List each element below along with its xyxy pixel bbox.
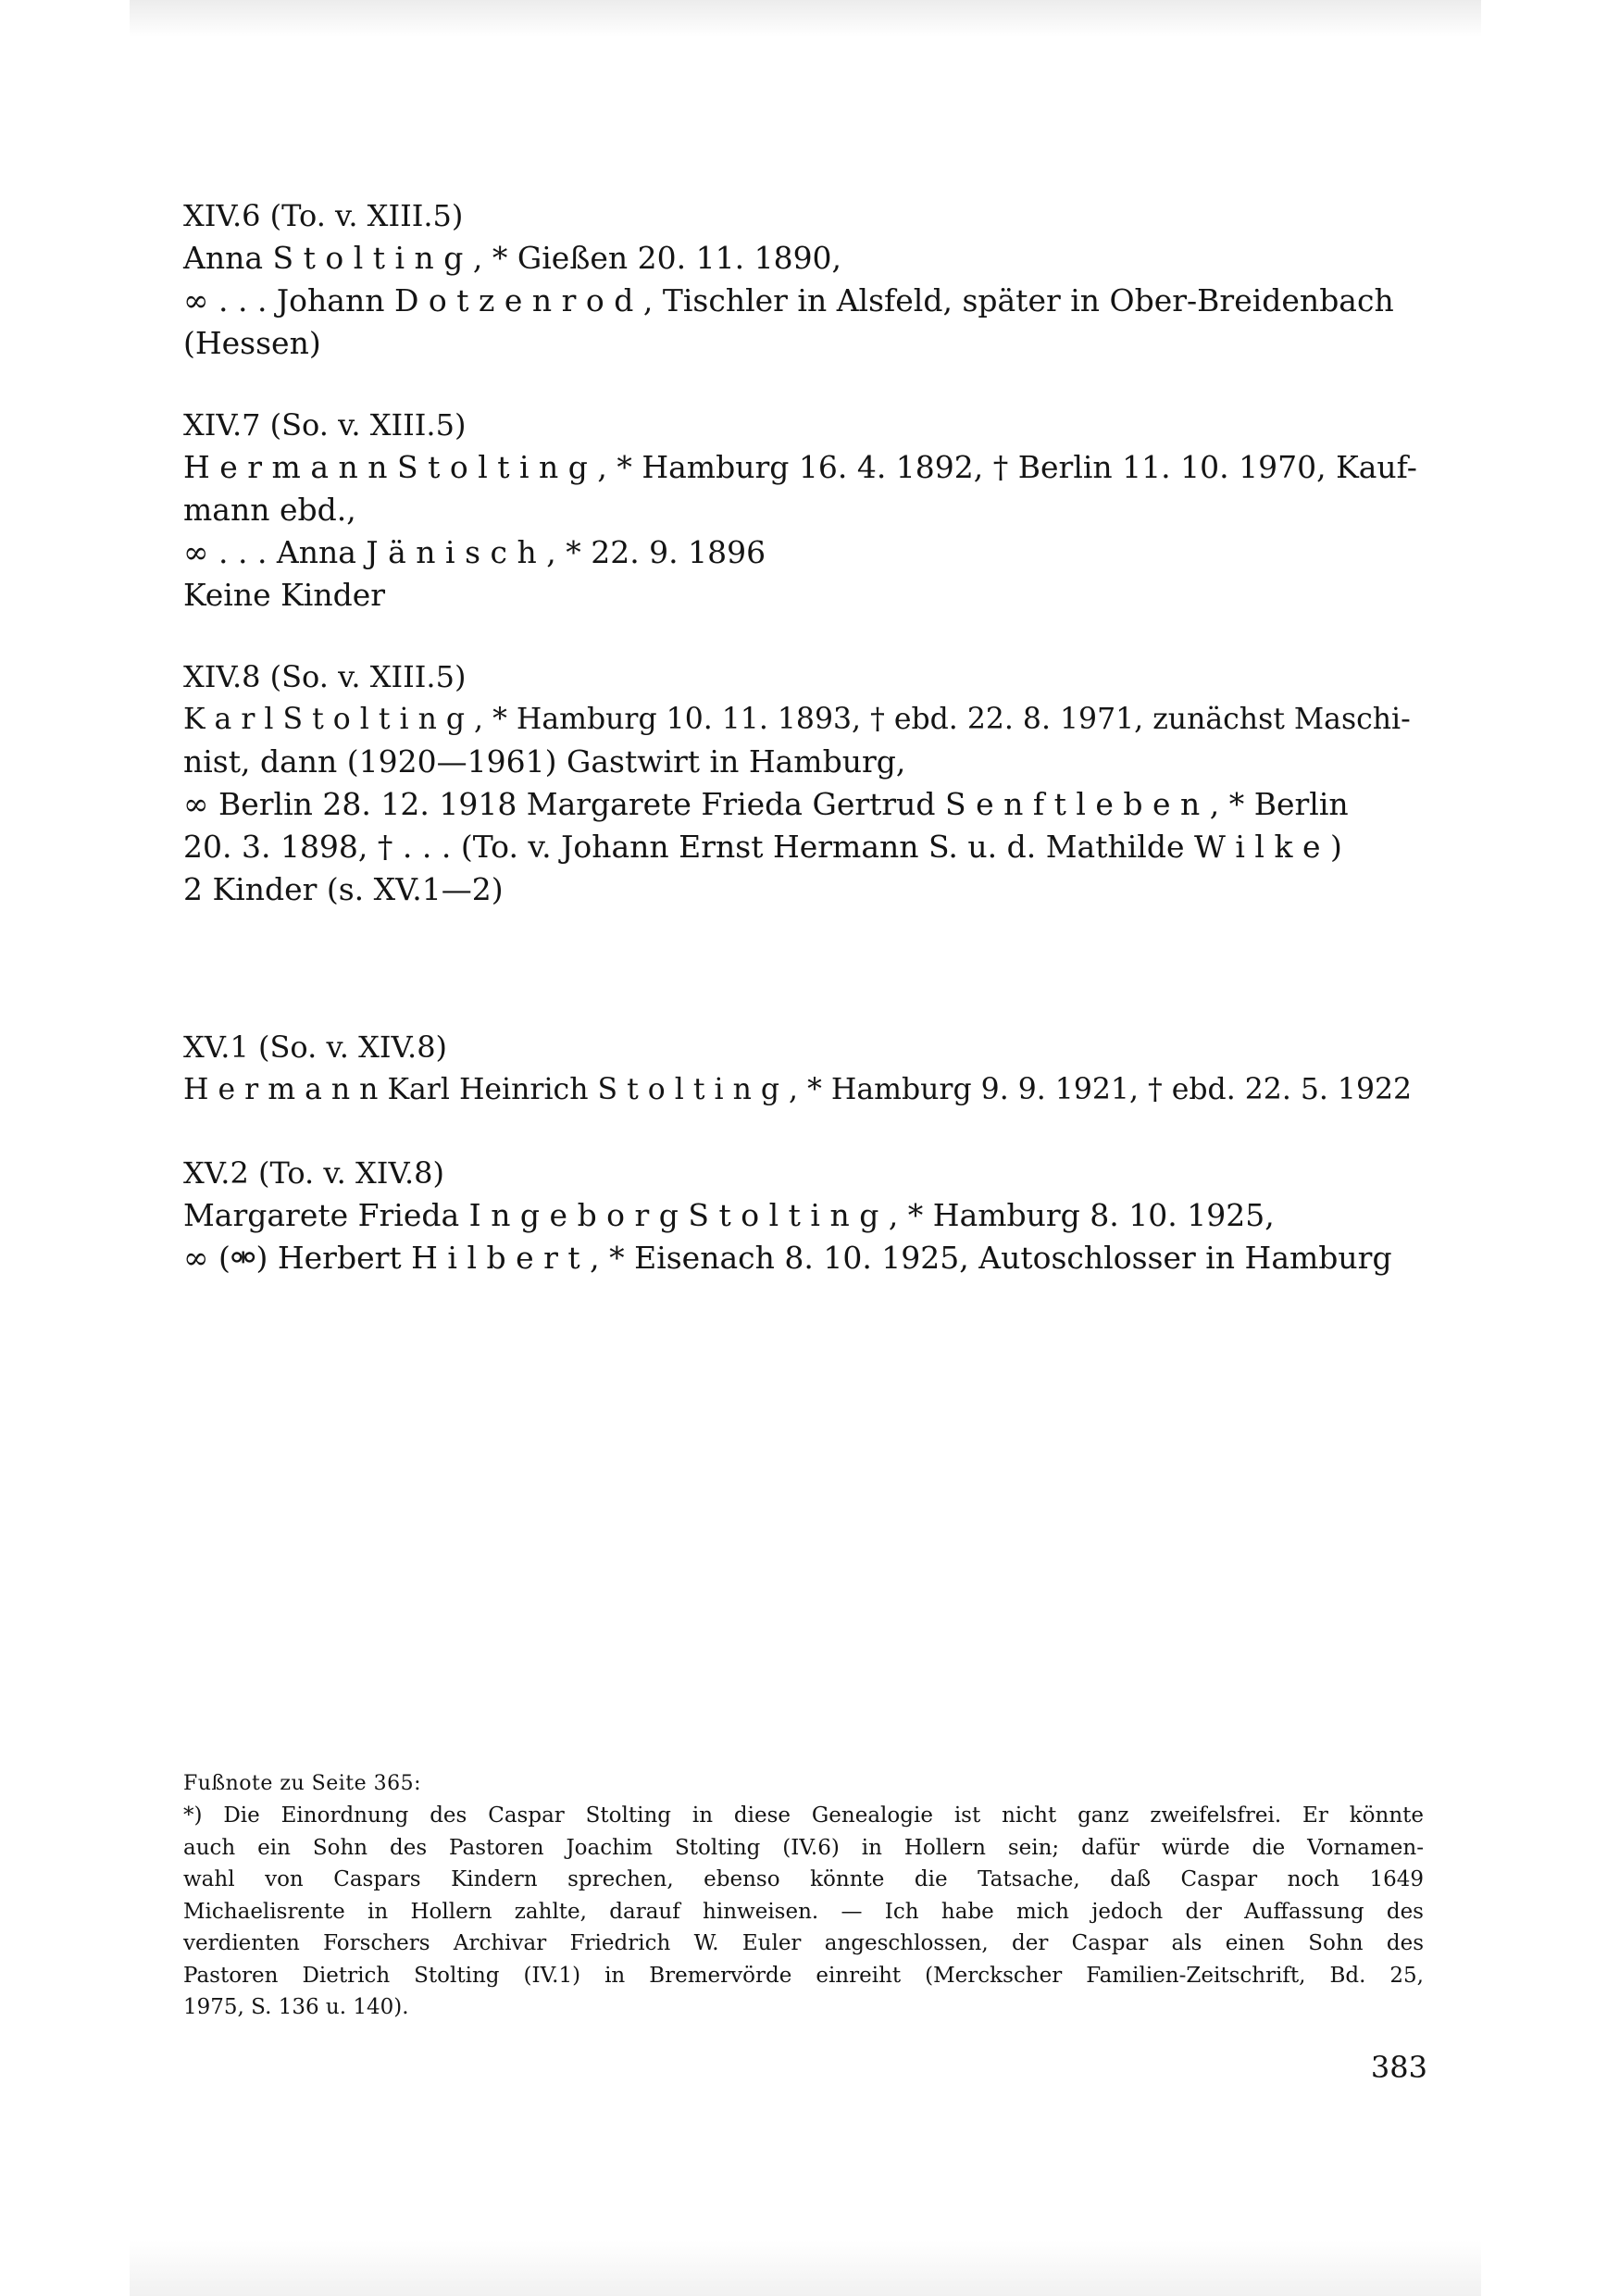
- entry-xiv-8: [183, 655, 1424, 911]
- entry-line: mann ebd.,: [183, 492, 356, 528]
- footnote-line: *) Die Einordnung des Caspar Stolting in diese Genealogie ist nicht ganz zweifelsfrei. Er könnte: [183, 1803, 1424, 1828]
- footnote-line: 1975, S. 136 u. 140).: [183, 1995, 409, 2019]
- scan-edge-bottom: [130, 2240, 1481, 2296]
- entry-line: ∞ . . . Johann D o t z e n r o d , Tischler in Alsfeld, später in Ober-Breidenbach: [183, 282, 1394, 318]
- entry-line: ∞ (⚮) Herbert H i l b e r t , * Eisenach 8. 10. 1925, Autoschlosser in Hamburg: [183, 1240, 1392, 1276]
- entry-line: H e r m a n n S t o l t i n g , * Hamburg 16. 4. 1892, † Berlin 11. 10. 1970, Kauf-: [183, 449, 1417, 485]
- entry-heading: XIV.8 (So. v. XIII.5): [183, 659, 467, 694]
- footnote-line: wahl von Caspars Kindern sprechen, ebenso könnte die Tatsache, daß Caspar noch 1649: [183, 1867, 1424, 1891]
- entry-line: 20. 3. 1898, † . . . (To. v. Johann Ernst Hermann S. u. d. Mathilde W i l k e ): [183, 829, 1342, 865]
- footnote-title: Fußnote zu Seite 365:: [183, 1772, 422, 1795]
- footnote: [183, 1768, 1424, 2024]
- entry-line: nist, dann (1920—1961) Gastwirt in Hamburg,: [183, 743, 906, 780]
- footnote-line: Pastoren Dietrich Stolting (IV.1) in Bremervörde einreiht (Merckscher Familien-Zeitschrift, Bd. 25,: [183, 1963, 1424, 1988]
- entry-heading: XV.2 (To. v. XIV.8): [183, 1155, 444, 1191]
- footnote-line: Michaelisrente in Hollern zahlte, darauf hinweisen. — Ich habe mich jedoch der Auffassung des: [183, 1899, 1424, 1924]
- entry-line: ∞ . . . Anna J ä n i s c h , * 22. 9. 1896: [183, 534, 766, 570]
- entry-heading: XV.1 (So. v. XIV.8): [183, 1029, 448, 1065]
- footnote-line: verdienten Forschers Archivar Friedrich W. Euler angeschlossen, der Caspar als einen Sohn des: [183, 1931, 1424, 1955]
- scan-edge-top: [130, 0, 1481, 37]
- entry-line: Keine Kinder: [183, 577, 386, 613]
- entry-heading: XIV.7 (So. v. XIII.5): [183, 407, 467, 443]
- entry-line: Anna S t o l t i n g , * Gießen 20. 11. 1890,: [183, 240, 842, 276]
- entry-heading: XIV.6 (To. v. XIII.5): [183, 198, 464, 233]
- entry-xv-1: [183, 1026, 1424, 1111]
- entry-line: Margarete Frieda I n g e b o r g S t o l t i n g , * Hamburg 8. 10. 1925,: [183, 1197, 1275, 1233]
- entry-xiv-6: [183, 194, 1424, 365]
- entry-line: H e r m a n n Karl Heinrich S t o l t i n g , * Hamburg 9. 9. 1921, † ebd. 22. 5. 1922: [183, 1073, 1413, 1106]
- page-number: 383: [1370, 2050, 1427, 2085]
- footnote-line: auch ein Sohn des Pastoren Joachim Stolting (IV.6) in Hollern sein; dafür würde die Vornamen-: [183, 1835, 1424, 1860]
- entry-line: ∞ Berlin 28. 12. 1918 Margarete Frieda Gertrud S e n f t l e b e n , * Berlin: [183, 786, 1349, 822]
- entry-line: 2 Kinder (s. XV.1—2): [183, 871, 504, 907]
- entry-xiv-7: [183, 404, 1424, 617]
- entry-xv-2: [183, 1152, 1424, 1279]
- entry-line: K a r l S t o l t i n g , * Hamburg 10. 11. 1893, † ebd. 22. 8. 1971, zunächst Maschi-: [183, 703, 1411, 736]
- entry-line: (Hessen): [183, 325, 321, 361]
